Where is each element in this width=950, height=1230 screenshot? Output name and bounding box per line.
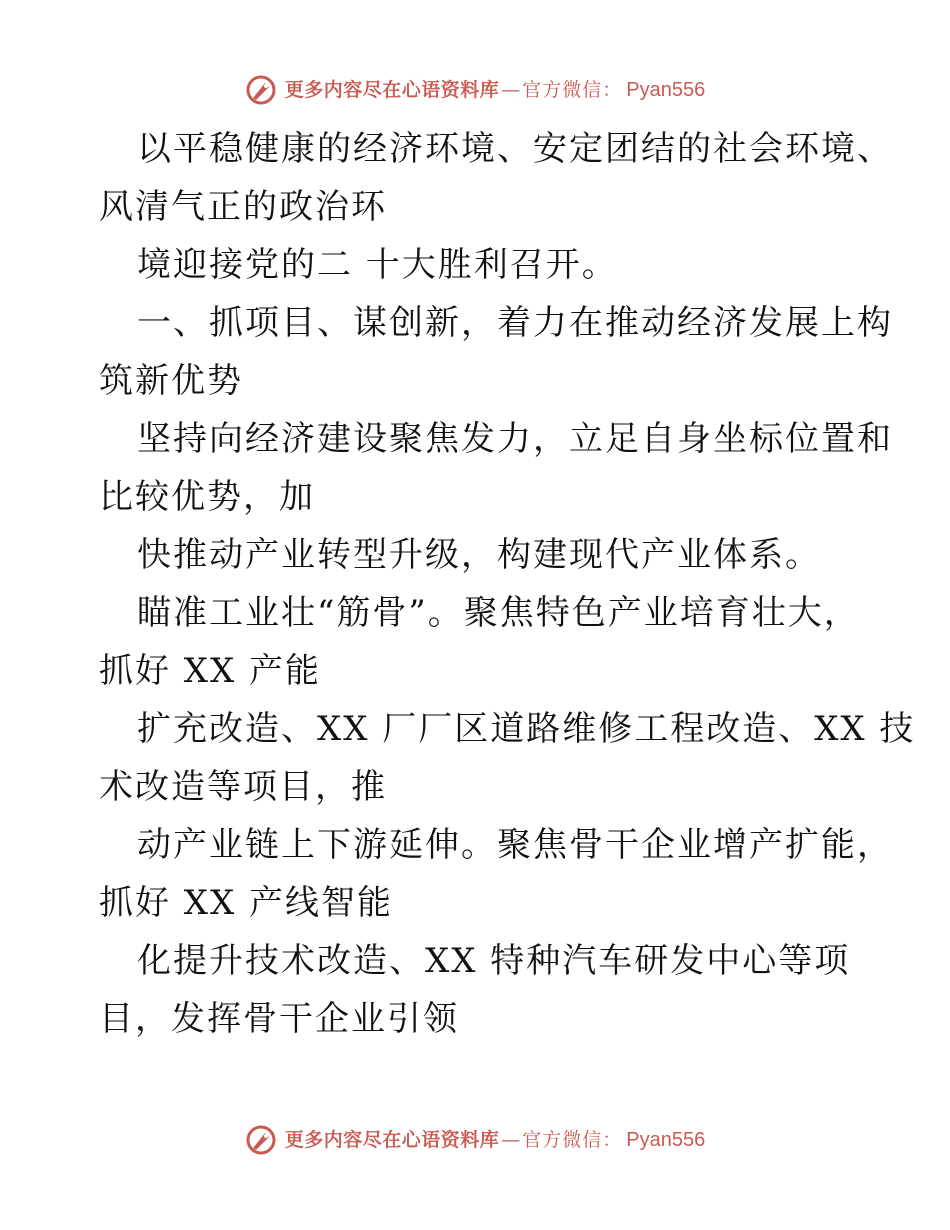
section-heading-line: 筑新优势 — [99, 361, 243, 401]
watermark-main-text: 更多内容尽在心语资料库 — [284, 79, 500, 101]
watermark-wechat-id: Pyan556 — [626, 1129, 706, 1151]
watermark-wechat-label: 官方微信： — [522, 1129, 623, 1151]
text-line: 比较优势，加 — [99, 477, 315, 517]
watermark-separator: — — [501, 1129, 521, 1151]
text-line: 瞄准工业壮“筋骨”。聚焦特色产业培育壮大， — [137, 593, 860, 633]
watermark-text — [285, 1130, 706, 1150]
pen-nib-circle-icon — [245, 74, 277, 106]
watermark-wechat-id: Pyan556 — [626, 79, 706, 101]
text-line: 风清气正的政治环 — [99, 187, 387, 227]
watermark-text — [285, 80, 706, 100]
pen-nib-circle-icon — [245, 1124, 277, 1156]
header-watermark — [0, 70, 950, 110]
text-line: 动产业链上下游延伸。聚焦骨干企业增产扩能， — [137, 825, 893, 865]
document-body — [99, 120, 916, 1048]
watermark-main-text: 更多内容尽在心语资料库 — [284, 1129, 500, 1151]
text-line: 抓好 XX 产能 — [99, 651, 322, 691]
footer-watermark — [0, 1120, 950, 1160]
text-line: 快推动产业转型升级，构建现代产业体系。 — [137, 535, 821, 575]
text-line: 坚持向经济建设聚焦发力，立足自身坐标位置和 — [137, 419, 893, 459]
text-line: 目，发挥骨干企业引领 — [99, 999, 459, 1039]
text-line: 抓好 XX 产线智能 — [99, 883, 394, 923]
section-heading-line: 一、抓项目、谋创新，着力在推动经济发展上构 — [137, 303, 893, 343]
watermark-wechat-label: 官方微信： — [522, 79, 623, 101]
text-line: 以平稳健康的经济环境、安定团结的社会环境、 — [137, 129, 893, 169]
text-line: 境迎接党的二 十大胜利召开。 — [137, 245, 618, 285]
text-line: 术改造等项目，推 — [99, 767, 387, 807]
text-line: 扩充改造、XX 厂厂区道路维修工程改造、XX 技 — [137, 709, 916, 749]
watermark-separator: — — [501, 79, 521, 101]
text-line: 化提升技术改造、XX 特种汽车研发中心等项 — [137, 941, 851, 981]
